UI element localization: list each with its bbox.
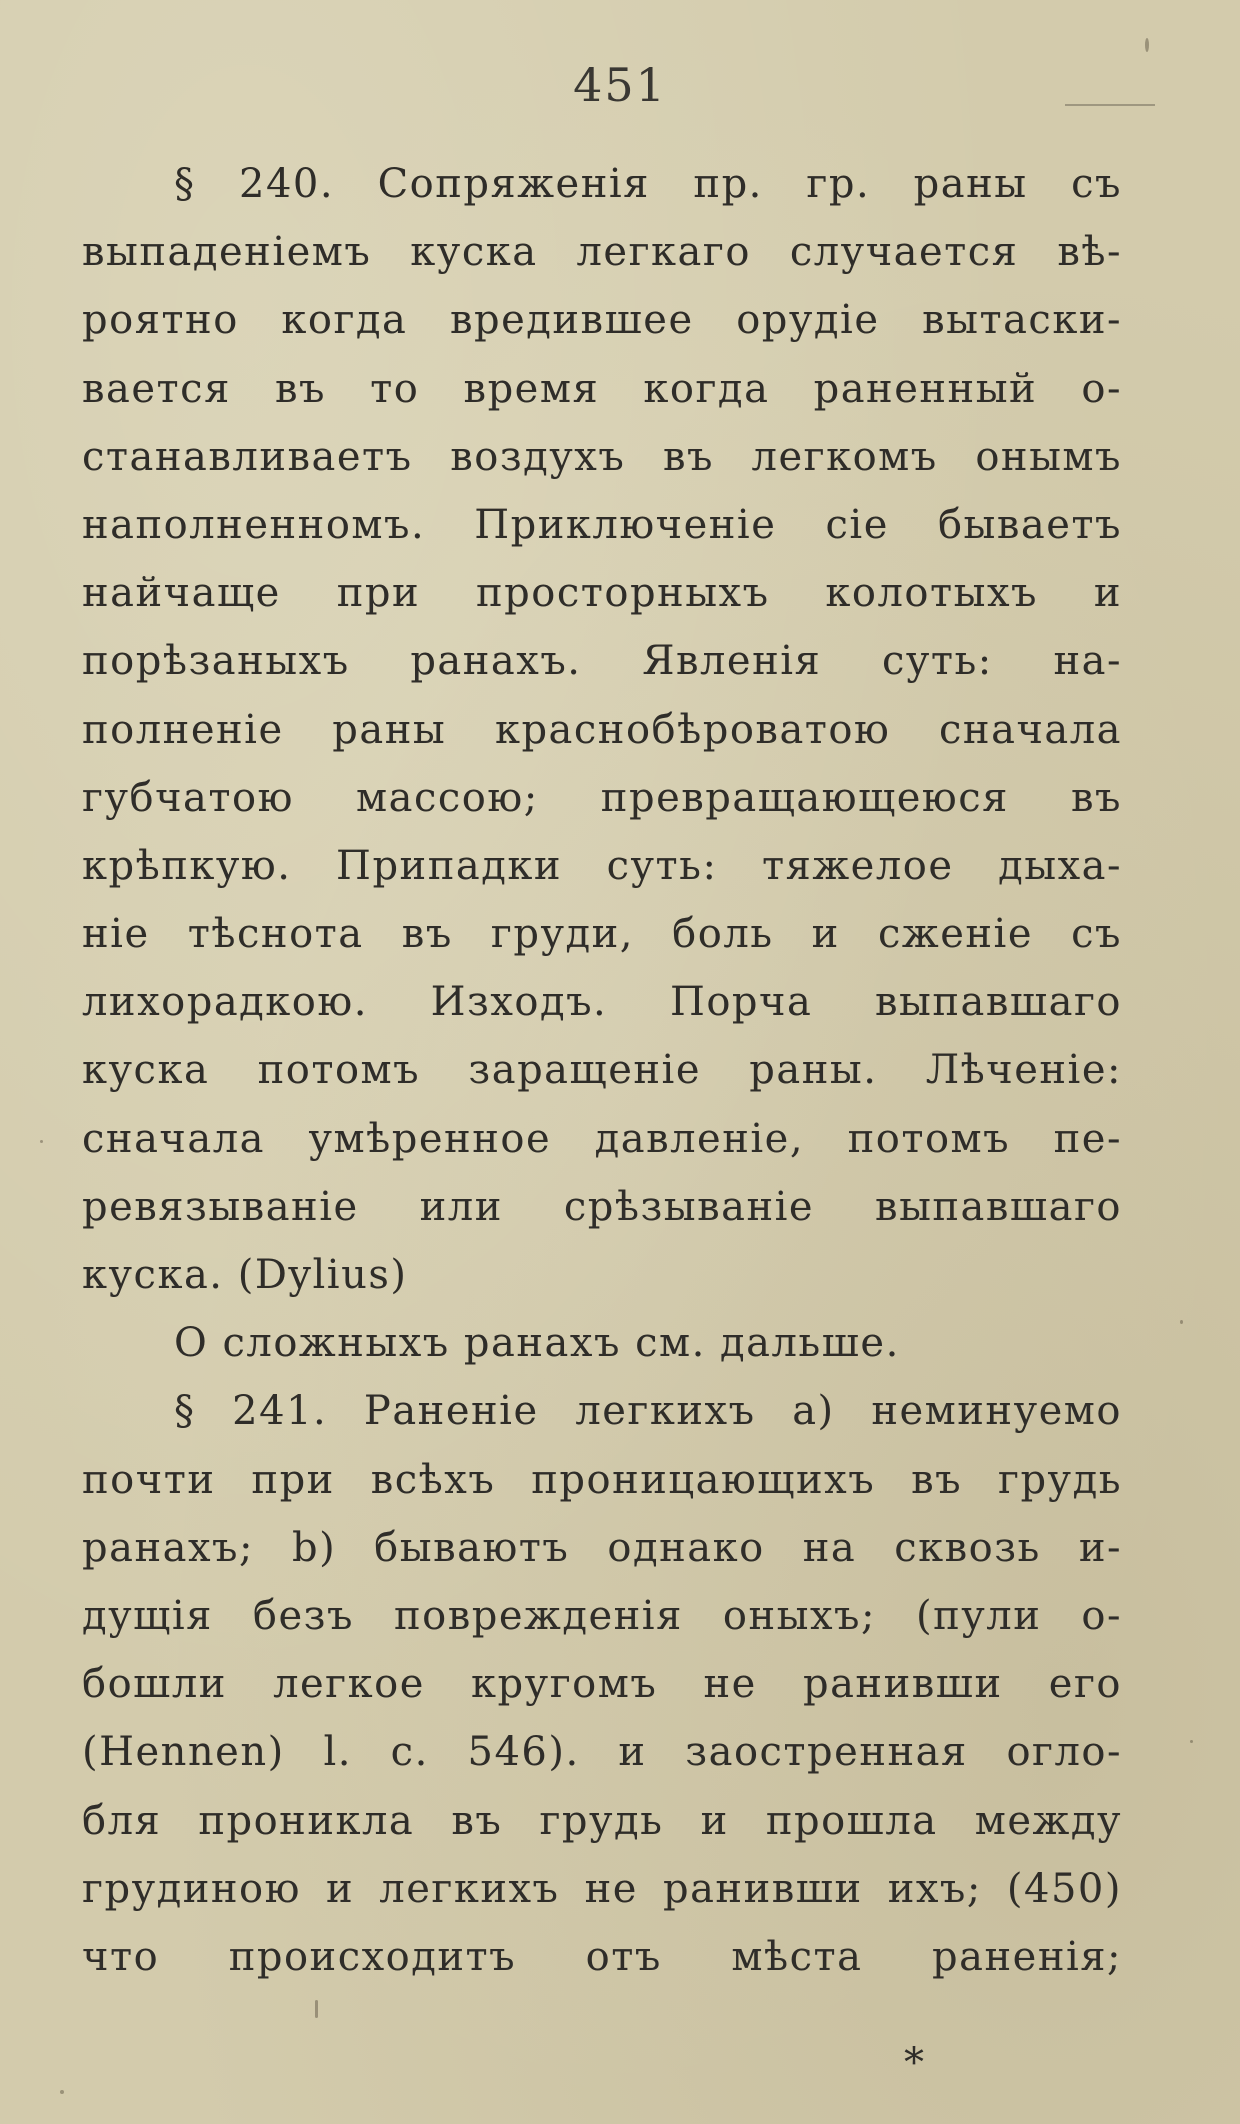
text-line: что происходитъ отъ мѣста раненія;: [82, 1933, 1122, 1980]
text-line: выпаденіемъ куска легкаго случается вѣ-: [82, 229, 1122, 276]
text-line: ніе тѣснота въ груди, боль и сженіе съ: [82, 911, 1122, 958]
signature-mark: *: [904, 2040, 924, 2086]
text-line: лихорадкою. Изходъ. Порча выпавшаго: [82, 979, 1122, 1026]
paper-speck: [40, 1140, 43, 1143]
text-line: сначала умѣренное давленіе, потомъ пе-: [82, 1115, 1122, 1162]
text-line: роятно когда вредившее орудіе вытаски-: [82, 297, 1122, 344]
paper-speck: [1180, 1320, 1183, 1324]
text-line: § 240. Сопряженія пр. гр. раны съ: [174, 161, 1122, 207]
text-line: губчатою массою; превращающеюся въ: [82, 774, 1122, 821]
text-line: (Hennen) l. c. 546). и заостренная огло-: [82, 1729, 1122, 1776]
paper-speck: [60, 2090, 64, 2094]
text-line: дущія безъ поврежденія оныхъ; (пули о-: [82, 1592, 1122, 1639]
text-line: крѣпкую. Припадки суть: тяжелое дыха-: [82, 842, 1122, 889]
text-line: найчаще при просторныхъ колотыхъ и: [82, 570, 1122, 617]
text-line: куска. (Dylius): [82, 1252, 408, 1298]
text-line: порѣзаныхъ ранахъ. Явленія суть: на-: [82, 638, 1122, 685]
paper-speck: [1145, 38, 1149, 52]
text-line: наполненномъ. Приключеніе сіе бываетъ: [82, 501, 1122, 548]
text-line: О сложныхъ ранахъ см. дальше.: [174, 1320, 900, 1367]
text-line: ранахъ; b) бываютъ однако на сквозь и-: [82, 1524, 1122, 1571]
text-line: бля проникла въ грудь и прошла между: [82, 1797, 1122, 1844]
paper-speck: [1190, 1740, 1193, 1743]
text-line: почти при всѣхъ проницающихъ въ грудь: [82, 1456, 1122, 1503]
text-line: § 241. Раненіе легкихъ а) неминуемо: [174, 1388, 1122, 1435]
text-line: куска потомъ заращеніе раны. Лѣченіе:: [82, 1047, 1122, 1094]
text-line: бошли легкое кругомъ не ранивши его: [82, 1661, 1122, 1708]
body-text: [82, 150, 1122, 1991]
text-line: грудиною и легкихъ не ранивши ихъ; (450): [82, 1865, 1122, 1912]
text-line: ревязываніе или срѣзываніе выпавшаго: [82, 1183, 1122, 1230]
paper-speck: [315, 2000, 318, 2018]
text-line: полненіе раны краснобѣроватою сначала: [82, 706, 1122, 753]
text-line: станавливаетъ воздухъ въ легкомъ онымъ: [82, 433, 1122, 480]
text-line: вается въ то время когда раненный о-: [82, 365, 1122, 412]
page-number: 451: [573, 58, 667, 112]
header-rule: [1065, 104, 1155, 106]
